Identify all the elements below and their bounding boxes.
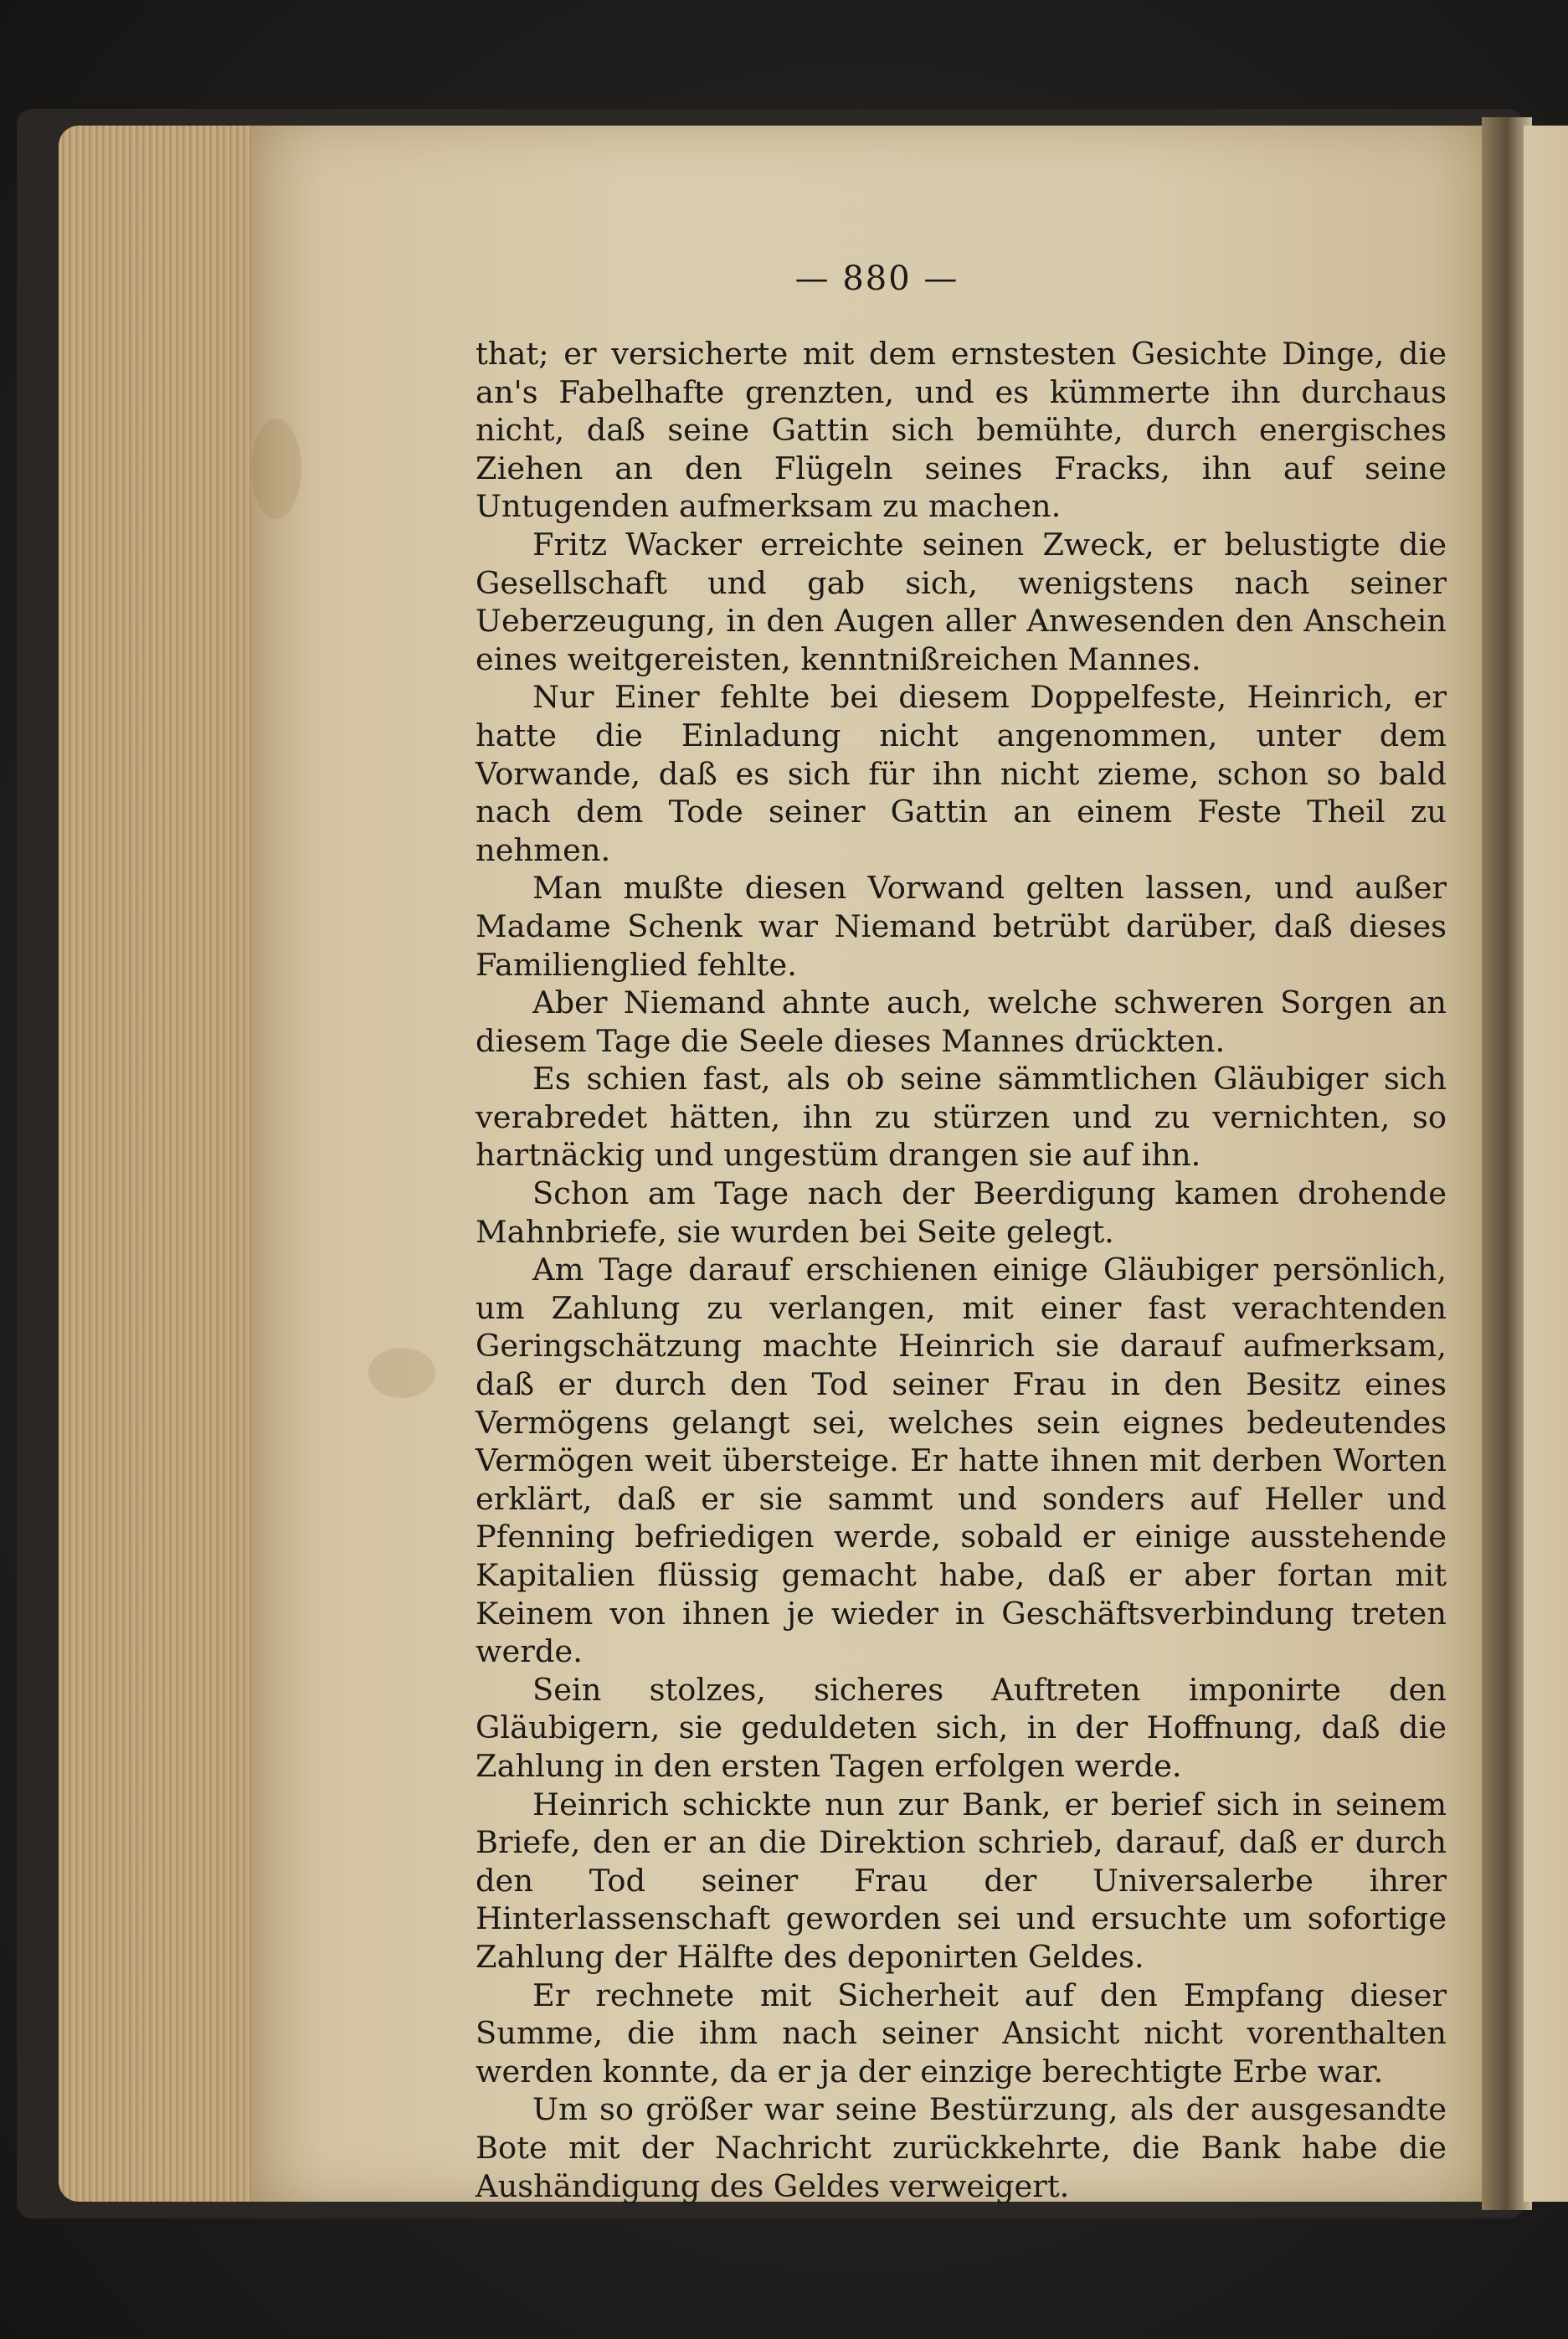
paragraph: Um so größer war seine Bestürzung, als der ausgesandte Bote mit der Nachricht zurückkehrte, die Bank habe die Aushändigung des Geldes verweigert. bbox=[476, 2091, 1447, 2204]
paragraph: Er rechnete mit Sicherheit auf den Empfang dieser Summe, die ihm nach seiner Ansicht nicht vorenthalten werden konnte, da er ja der einzige berechtigte Erbe war. bbox=[476, 1977, 1447, 2090]
paragraph: Fritz Wacker erreichte seinen Zweck, er belustigte die Gesellschaft und gab sich, wenigstens nach seiner Ueberzeugung, in den Augen aller Anwesenden den Anschein eines weitgereisten, kenntnißreichen Mannes. bbox=[476, 526, 1447, 677]
paragraph: Es schien fast, als ob seine sämmtlichen Gläubiger sich verabredet hätten, ihn zu stürzen und zu vernichten, so hartnäckig und ungestüm drangen sie auf ihn. bbox=[476, 1061, 1447, 1174]
page-stain bbox=[368, 1348, 435, 1398]
page-edges bbox=[59, 126, 276, 2202]
paragraph: Sein stolzes, sicheres Auftreten imponirte den Gläubigern, sie geduldeten sich, in der Hoffnung, daß die Zahlung in den ersten Tagen erfolgen werde. bbox=[476, 1671, 1447, 1784]
paragraph: Man mußte diesen Vorwand gelten lassen, und außer Madame Schenk war Niemand betrübt darüber, daß dieses Familienglied fehlte. bbox=[476, 870, 1447, 983]
paragraph: Am Tage darauf erschienen einige Gläubiger persönlich, um Zahlung zu verlangen, mit einer fast verachtenden Geringschätzung machte Heinrich sie darauf aufmerksam, daß er durch den Tod seiner Frau in den Besitz eines Vermögens gelangt sei, welches sein eignes bedeutendes Vermögen weit übersteige. Er hatte ihnen mit derben Worten erklärt, daß er sie sammt und sonders auf Heller und Pfenning befriedigen werde, sobald er einige ausstehende Kapitalien flüssig gemacht habe, daß er aber fortan mit Keinem von ihnen je wieder in Geschäftsverbindung treten werde. bbox=[476, 1252, 1447, 1670]
body-text bbox=[476, 335, 1447, 2205]
paragraph: Aber Niemand ahnte auch, welche schweren Sorgen an diesem Tage die Seele dieses Mannes drückten. bbox=[476, 984, 1447, 1059]
page-stain bbox=[251, 419, 301, 519]
paragraph: that; er versicherte mit dem ernstesten Gesichte Dinge, die an's Fabelhafte grenzten, und es kümmerte ihn durchaus nicht, daß seine Gattin sich bemühte, durch energisches Ziehen an den Flügeln seines Fracks, ihn auf seine Untugenden aufmerksam zu machen. bbox=[476, 336, 1447, 525]
paragraph: Nur Einer fehlte bei diesem Doppelfeste, Heinrich, er hatte die Einladung nicht angenommen, unter dem Vorwande, daß es sich für ihn nicht zieme, schon so bald nach dem Tode seiner Gattin an einem Feste Theil zu nehmen. bbox=[476, 679, 1447, 868]
paragraph: Heinrich schickte nun zur Bank, er berief sich in seinem Briefe, den er an die Direktion schrieb, darauf, daß er durch den Tod seiner Frau der Universalerbe ihrer Hinterlassenschaft geworden sei und ersuchte um sofortige Zahlung der Hälfte des deponirten Geldes. bbox=[476, 1786, 1447, 1975]
page-number: — 880 — bbox=[794, 260, 959, 298]
facing-page-edge bbox=[1524, 126, 1568, 2202]
paragraph: Schon am Tage nach der Beerdigung kamen drohende Mahnbriefe, sie wurden bei Seite gelegt. bbox=[476, 1175, 1447, 1250]
